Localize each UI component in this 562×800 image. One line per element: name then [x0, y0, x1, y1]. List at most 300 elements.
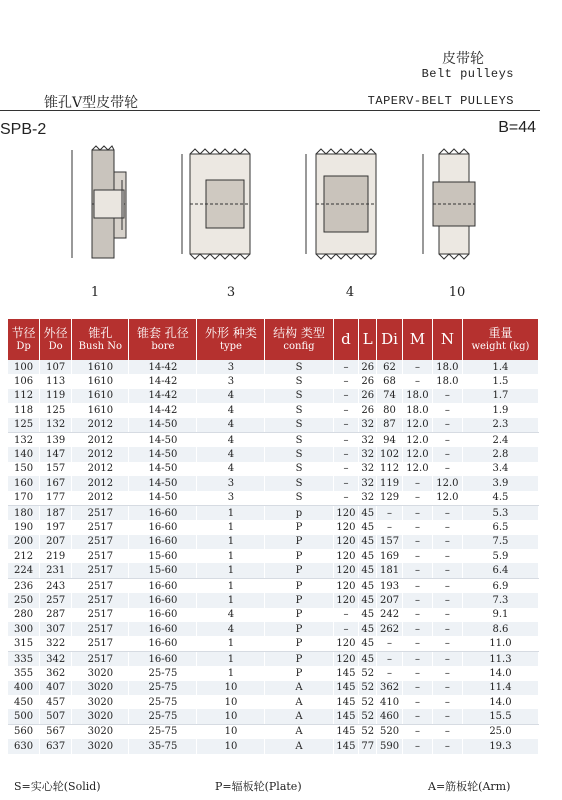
- column-header: [72, 319, 129, 360]
- table-cell: 2012: [72, 447, 129, 461]
- table-cell: P: [265, 666, 333, 680]
- table-cell: S: [265, 403, 333, 417]
- table-cell: 45: [359, 535, 377, 549]
- table-cell: 157: [40, 462, 72, 476]
- column-header-cn: 重量: [488, 325, 513, 340]
- table-cell: 242: [377, 608, 403, 622]
- table-cell: p: [265, 505, 333, 520]
- table-cell: 170: [8, 491, 40, 506]
- table-cell: –: [377, 505, 403, 520]
- table-cell: 507: [40, 709, 72, 724]
- table-cell: –: [432, 651, 462, 666]
- table-cell: S: [265, 491, 333, 506]
- table-cell: –: [333, 432, 359, 447]
- table-cell: 2012: [72, 432, 129, 447]
- section-heading-en: TAPERV-BELT PULLEYS: [367, 94, 514, 108]
- table-cell: 250: [8, 593, 40, 607]
- table-cell: –: [432, 695, 462, 709]
- table-cell: P: [265, 651, 333, 666]
- table-cell: 1: [197, 563, 265, 578]
- table-cell: 120: [333, 549, 359, 563]
- footer-plate: P=辐板轮(Plate): [215, 780, 302, 793]
- section-heading-cn: 锥孔V型皮带轮: [44, 95, 139, 111]
- column-header-en: Bush No: [78, 340, 122, 352]
- table-cell: A: [265, 724, 333, 739]
- table-cell: 410: [377, 695, 403, 709]
- table-cell: 14-50: [129, 491, 197, 506]
- table-cell: –: [432, 520, 462, 534]
- table-cell: 11.0: [462, 636, 538, 651]
- table-cell: –: [402, 549, 432, 563]
- column-header-cn: 外形 种类: [205, 325, 257, 340]
- table-cell: 125: [8, 418, 40, 433]
- table-cell: 262: [377, 622, 403, 636]
- title-en: Belt pulleys: [421, 67, 514, 81]
- table-cell: 224: [8, 563, 40, 578]
- table-cell: 16-60: [129, 608, 197, 622]
- table-cell: 16-60: [129, 520, 197, 534]
- table-cell: 112: [377, 462, 403, 476]
- column-header-en: Di: [381, 330, 398, 348]
- table-cell: 14-50: [129, 476, 197, 490]
- table-row: [8, 622, 539, 636]
- table-cell: –: [377, 520, 403, 534]
- table-cell: S: [265, 374, 333, 388]
- table-cell: 14-42: [129, 389, 197, 403]
- table-cell: 11.3: [462, 651, 538, 666]
- table-cell: –: [402, 593, 432, 607]
- table-cell: 120: [333, 578, 359, 593]
- table-cell: 3.9: [462, 476, 538, 490]
- table-cell: A: [265, 709, 333, 724]
- table-cell: 15-60: [129, 549, 197, 563]
- column-header: [129, 319, 197, 360]
- table-cell: –: [377, 666, 403, 680]
- table-cell: 18.0: [432, 360, 462, 374]
- table-cell: S: [265, 432, 333, 447]
- table-cell: 132: [40, 418, 72, 433]
- table-cell: –: [402, 681, 432, 695]
- table-cell: 25-75: [129, 681, 197, 695]
- table-cell: 14.0: [462, 666, 538, 680]
- column-header: [402, 319, 432, 360]
- table-cell: 6.9: [462, 578, 538, 593]
- table-cell: 407: [40, 681, 72, 695]
- table-cell: 167: [40, 476, 72, 490]
- table-row: [8, 666, 539, 680]
- table-cell: 3020: [72, 666, 129, 680]
- table-cell: 14-50: [129, 418, 197, 433]
- table-cell: 10: [197, 709, 265, 724]
- table-cell: 139: [40, 432, 72, 447]
- table-cell: 3: [197, 476, 265, 490]
- table-cell: 500: [8, 709, 40, 724]
- table-row: [8, 709, 539, 724]
- table-cell: –: [402, 505, 432, 520]
- table-cell: 300: [8, 622, 40, 636]
- table-cell: 52: [359, 724, 377, 739]
- table-cell: 102: [377, 447, 403, 461]
- column-header: [333, 319, 359, 360]
- table-cell: 132: [8, 432, 40, 447]
- table-cell: 120: [333, 563, 359, 578]
- table-cell: S: [265, 462, 333, 476]
- table-cell: 2012: [72, 491, 129, 506]
- table-cell: 12.0: [402, 432, 432, 447]
- table-cell: 14-42: [129, 403, 197, 417]
- table-cell: 150: [8, 462, 40, 476]
- column-header: [377, 319, 403, 360]
- table-cell: 190: [8, 520, 40, 534]
- table-cell: –: [432, 709, 462, 724]
- table-cell: 2517: [72, 578, 129, 593]
- table-row: [8, 593, 539, 607]
- table-cell: 322: [40, 636, 72, 651]
- table-cell: 1: [197, 535, 265, 549]
- title-cn: 皮带轮: [442, 51, 484, 67]
- table-cell: 107: [40, 360, 72, 374]
- table-cell: –: [432, 739, 462, 753]
- table-row: [8, 636, 539, 651]
- column-header-cn: 锥孔: [88, 325, 113, 340]
- table-cell: 25-75: [129, 666, 197, 680]
- table-cell: 4: [197, 432, 265, 447]
- pulley-drawing-type-3: [178, 140, 268, 275]
- table-cell: –: [333, 403, 359, 417]
- table-cell: 3: [197, 491, 265, 506]
- table-cell: –: [432, 389, 462, 403]
- table-cell: 1610: [72, 360, 129, 374]
- pulley-drawing-type-4: [300, 140, 390, 275]
- table-row: [8, 447, 539, 461]
- column-header: [462, 319, 538, 360]
- figure-label: 3: [226, 285, 236, 300]
- table-cell: 400: [8, 681, 40, 695]
- table-cell: 1: [197, 636, 265, 651]
- table-cell: 200: [8, 535, 40, 549]
- table-cell: 1: [197, 505, 265, 520]
- table-cell: 257: [40, 593, 72, 607]
- table-cell: P: [265, 549, 333, 563]
- table-row: [8, 432, 539, 447]
- table-cell: 120: [333, 535, 359, 549]
- table-cell: 16-60: [129, 535, 197, 549]
- table-cell: –: [432, 593, 462, 607]
- table-cell: S: [265, 476, 333, 490]
- table-cell: –: [432, 578, 462, 593]
- table-cell: 118: [8, 403, 40, 417]
- column-header-en: d: [341, 330, 351, 348]
- column-header-en: type: [219, 340, 242, 352]
- table-cell: 145: [333, 739, 359, 753]
- table-cell: 10: [197, 724, 265, 739]
- table-cell: 169: [377, 549, 403, 563]
- table-cell: 16-60: [129, 593, 197, 607]
- table-cell: 16-60: [129, 636, 197, 651]
- pulley-drawing-type-10: [415, 140, 495, 275]
- column-header-en: weight (kg): [471, 340, 530, 352]
- table-cell: S: [265, 447, 333, 461]
- table-cell: 14.0: [462, 695, 538, 709]
- table-cell: 2517: [72, 622, 129, 636]
- table-cell: 4: [197, 608, 265, 622]
- table-cell: 10: [197, 681, 265, 695]
- table-cell: 16-60: [129, 578, 197, 593]
- table-cell: 1.5: [462, 374, 538, 388]
- table-cell: –: [402, 608, 432, 622]
- table-cell: –: [333, 374, 359, 388]
- table-cell: –: [333, 360, 359, 374]
- table-cell: 236: [8, 578, 40, 593]
- table-cell: –: [333, 418, 359, 433]
- table-cell: 1: [197, 666, 265, 680]
- table-cell: –: [402, 535, 432, 549]
- table-cell: –: [402, 578, 432, 593]
- table-cell: 18.0: [402, 403, 432, 417]
- table-cell: 25.0: [462, 724, 538, 739]
- table-row: [8, 535, 539, 549]
- table-cell: 3020: [72, 739, 129, 753]
- table-cell: 2517: [72, 520, 129, 534]
- table-cell: 94: [377, 432, 403, 447]
- table-cell: 315: [8, 636, 40, 651]
- table-cell: S: [265, 389, 333, 403]
- table-cell: –: [432, 608, 462, 622]
- table-cell: 52: [359, 695, 377, 709]
- table-cell: 35-75: [129, 739, 197, 753]
- table-cell: 560: [8, 724, 40, 739]
- table-cell: 77: [359, 739, 377, 753]
- table-cell: 3020: [72, 695, 129, 709]
- table-cell: P: [265, 622, 333, 636]
- table-cell: 2517: [72, 593, 129, 607]
- table-cell: 45: [359, 549, 377, 563]
- table-cell: 45: [359, 578, 377, 593]
- table-cell: –: [402, 563, 432, 578]
- table-cell: 12.0: [432, 491, 462, 506]
- table-cell: 16-60: [129, 651, 197, 666]
- table-cell: 3: [197, 360, 265, 374]
- table-cell: 32: [359, 418, 377, 433]
- table-cell: 3020: [72, 681, 129, 695]
- table-cell: 120: [333, 636, 359, 651]
- table-row: [8, 462, 539, 476]
- table-cell: 180: [8, 505, 40, 520]
- column-header-cn: 结构 类型: [273, 325, 325, 340]
- table-cell: 32: [359, 491, 377, 506]
- table-cell: 14-42: [129, 360, 197, 374]
- table-cell: A: [265, 681, 333, 695]
- table-cell: –: [402, 622, 432, 636]
- header-rule: [0, 110, 540, 111]
- table-cell: 113: [40, 374, 72, 388]
- table-cell: 280: [8, 608, 40, 622]
- table-cell: 52: [359, 666, 377, 680]
- table-cell: 2.3: [462, 418, 538, 433]
- table-cell: 145: [333, 724, 359, 739]
- table-row: [8, 549, 539, 563]
- table-cell: 125: [40, 403, 72, 417]
- table-cell: 450: [8, 695, 40, 709]
- table-cell: 160: [8, 476, 40, 490]
- footer-solid: S=实心轮(Solid): [14, 780, 101, 793]
- table-cell: –: [432, 535, 462, 549]
- column-header-en: config: [283, 340, 315, 352]
- table-cell: –: [333, 462, 359, 476]
- table-cell: 7.3: [462, 593, 538, 607]
- table-cell: –: [402, 695, 432, 709]
- table-cell: –: [402, 374, 432, 388]
- table-cell: 1: [197, 578, 265, 593]
- table-row: [8, 389, 539, 403]
- table-cell: 26: [359, 374, 377, 388]
- table-cell: 100: [8, 360, 40, 374]
- table-cell: P: [265, 593, 333, 607]
- table-cell: 45: [359, 622, 377, 636]
- table-cell: 355: [8, 666, 40, 680]
- table-cell: 460: [377, 709, 403, 724]
- table-row: [8, 505, 539, 520]
- table-cell: –: [432, 563, 462, 578]
- table-cell: –: [402, 636, 432, 651]
- table-cell: P: [265, 563, 333, 578]
- pulley-spec-table: [8, 319, 539, 754]
- table-cell: –: [402, 476, 432, 490]
- table-cell: –: [333, 476, 359, 490]
- table-cell: 4: [197, 462, 265, 476]
- column-header-cn: 锥套 孔径: [136, 325, 189, 340]
- table-cell: 106: [8, 374, 40, 388]
- belt-width: B=44: [498, 119, 536, 136]
- table-cell: 32: [359, 476, 377, 490]
- table-cell: P: [265, 535, 333, 549]
- table-cell: 3020: [72, 709, 129, 724]
- table-cell: 140: [8, 447, 40, 461]
- table-cell: 16-60: [129, 622, 197, 636]
- table-cell: A: [265, 695, 333, 709]
- table-cell: 19.3: [462, 739, 538, 753]
- table-cell: 193: [377, 578, 403, 593]
- table-row: [8, 403, 539, 417]
- table-row: [8, 608, 539, 622]
- table-cell: –: [432, 432, 462, 447]
- table-cell: 87: [377, 418, 403, 433]
- table-cell: 9.1: [462, 608, 538, 622]
- table-cell: 207: [377, 593, 403, 607]
- table-cell: 243: [40, 578, 72, 593]
- table-row: [8, 476, 539, 490]
- table-cell: P: [265, 636, 333, 651]
- table-cell: 32: [359, 447, 377, 461]
- footer-arm: A=筋板轮(Arm): [428, 780, 511, 793]
- table-cell: –: [333, 491, 359, 506]
- table-row: [8, 724, 539, 739]
- table-cell: 15-60: [129, 563, 197, 578]
- table-cell: 52: [359, 709, 377, 724]
- column-header-en: N: [440, 330, 454, 348]
- figure-label: 10: [448, 285, 466, 300]
- table-cell: 1.4: [462, 360, 538, 374]
- table-cell: 1: [197, 651, 265, 666]
- table-cell: 45: [359, 651, 377, 666]
- table-cell: 2.8: [462, 447, 538, 461]
- table-cell: 145: [333, 681, 359, 695]
- column-header-en: Do: [48, 340, 63, 352]
- table-cell: 212: [8, 549, 40, 563]
- table-cell: 567: [40, 724, 72, 739]
- table-cell: 457: [40, 695, 72, 709]
- table-cell: 3.4: [462, 462, 538, 476]
- table-cell: 25-75: [129, 695, 197, 709]
- table-cell: –: [432, 418, 462, 433]
- table-row: [8, 418, 539, 433]
- table-cell: 6.4: [462, 563, 538, 578]
- column-header-en: M: [409, 330, 426, 348]
- table-cell: 45: [359, 505, 377, 520]
- table-cell: –: [432, 666, 462, 680]
- table-cell: 10: [197, 739, 265, 753]
- table-cell: 14-50: [129, 447, 197, 461]
- table-cell: 14-42: [129, 374, 197, 388]
- table-cell: 1.7: [462, 389, 538, 403]
- table-cell: 119: [377, 476, 403, 490]
- table-cell: 5.3: [462, 505, 538, 520]
- table-row: [8, 374, 539, 388]
- table-cell: 181: [377, 563, 403, 578]
- table-cell: 287: [40, 608, 72, 622]
- table-cell: 1: [197, 549, 265, 563]
- table-cell: 177: [40, 491, 72, 506]
- column-header-cn: 节径: [11, 325, 36, 340]
- table-cell: 10: [197, 695, 265, 709]
- table-cell: 129: [377, 491, 403, 506]
- table-cell: 342: [40, 651, 72, 666]
- table-cell: 12.0: [402, 447, 432, 461]
- column-header-en: bore: [151, 340, 175, 352]
- table-cell: 12.0: [402, 462, 432, 476]
- table-cell: 45: [359, 636, 377, 651]
- table-cell: 2517: [72, 563, 129, 578]
- table-row: [8, 651, 539, 666]
- column-header: [265, 319, 333, 360]
- table-cell: 207: [40, 535, 72, 549]
- column-header: [197, 319, 265, 360]
- table-cell: 1610: [72, 389, 129, 403]
- table-cell: 1610: [72, 374, 129, 388]
- table-cell: 2012: [72, 418, 129, 433]
- table-cell: 3: [197, 374, 265, 388]
- table-cell: –: [402, 666, 432, 680]
- table-cell: –: [432, 636, 462, 651]
- table-cell: 2517: [72, 535, 129, 549]
- table-cell: 2517: [72, 505, 129, 520]
- table-cell: –: [333, 447, 359, 461]
- table-cell: –: [377, 636, 403, 651]
- table-cell: S: [265, 360, 333, 374]
- table-cell: 145: [333, 666, 359, 680]
- series-code: SPB-2: [0, 121, 47, 138]
- table-cell: 14-50: [129, 462, 197, 476]
- table-cell: 2012: [72, 476, 129, 490]
- table-row: [8, 520, 539, 534]
- table-cell: 14-50: [129, 432, 197, 447]
- table-cell: 4: [197, 389, 265, 403]
- table-row: [8, 681, 539, 695]
- table-cell: 45: [359, 563, 377, 578]
- table-row: [8, 563, 539, 578]
- table-cell: 12.0: [432, 476, 462, 490]
- table-cell: 2517: [72, 608, 129, 622]
